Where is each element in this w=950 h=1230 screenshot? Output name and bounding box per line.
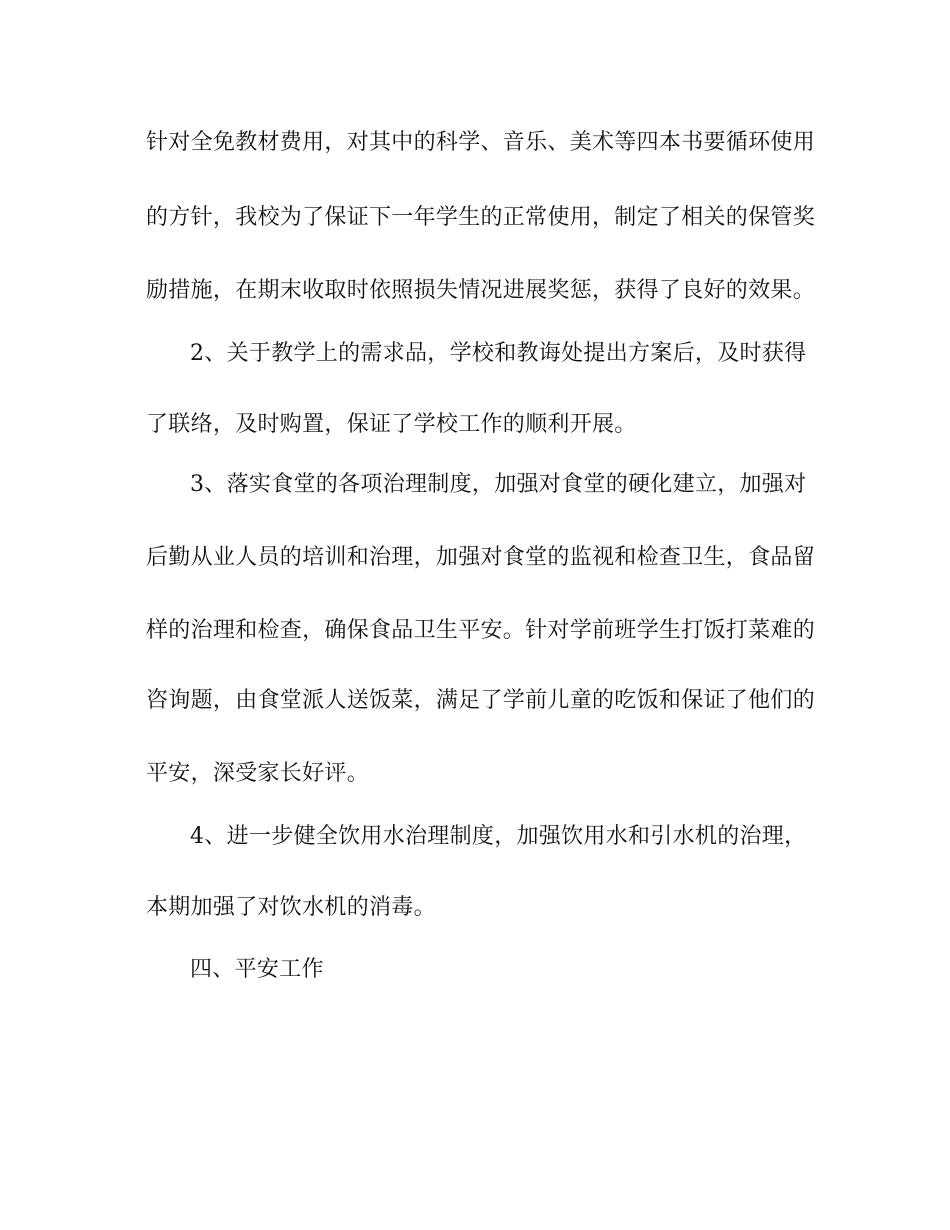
paragraph-line: 2、关于教学上的需求品，学校和教诲处提出方案后，及时获得	[190, 341, 807, 366]
paragraph-line: 4、进一步健全饮用水治理制度，加强饮用水和引水机的治理，	[190, 824, 807, 849]
paragraph-line: 了联络，及时购置，保证了学校工作的顺利开展。	[146, 412, 637, 437]
paragraph-line: 本期加强了对饮水机的消毒。	[146, 895, 436, 920]
paragraph-line: 针对全免教材费用，对其中的科学、音乐、美术等四本书要循环使用	[146, 130, 816, 155]
paragraph-line: 咨询题，由食堂派人送饭菜，满足了学前儿童的吃饭和保证了他们的	[146, 688, 816, 713]
paragraph-line: 的方针，我校为了保证下一年学生的正常使用，制定了相关的保管奖	[146, 205, 816, 230]
paragraph-line: 励措施，在期末收取时依照损失情况进展奖惩，获得了良好的效果。	[146, 278, 816, 303]
paragraph-line: 3、落实食堂的各项治理制度，加强对食堂的硬化建立，加强对	[190, 472, 807, 497]
paragraph-line: 平安，深受家长好评。	[146, 761, 370, 786]
paragraph-line: 后勤从业人员的培训和治理，加强对食堂的监视和检查卫生，食品留	[146, 545, 816, 570]
section-heading: 四、平安工作	[190, 957, 324, 982]
paragraph-line: 样的治理和检查，确保食品卫生平安。针对学前班学生打饭打菜难的	[146, 618, 816, 643]
